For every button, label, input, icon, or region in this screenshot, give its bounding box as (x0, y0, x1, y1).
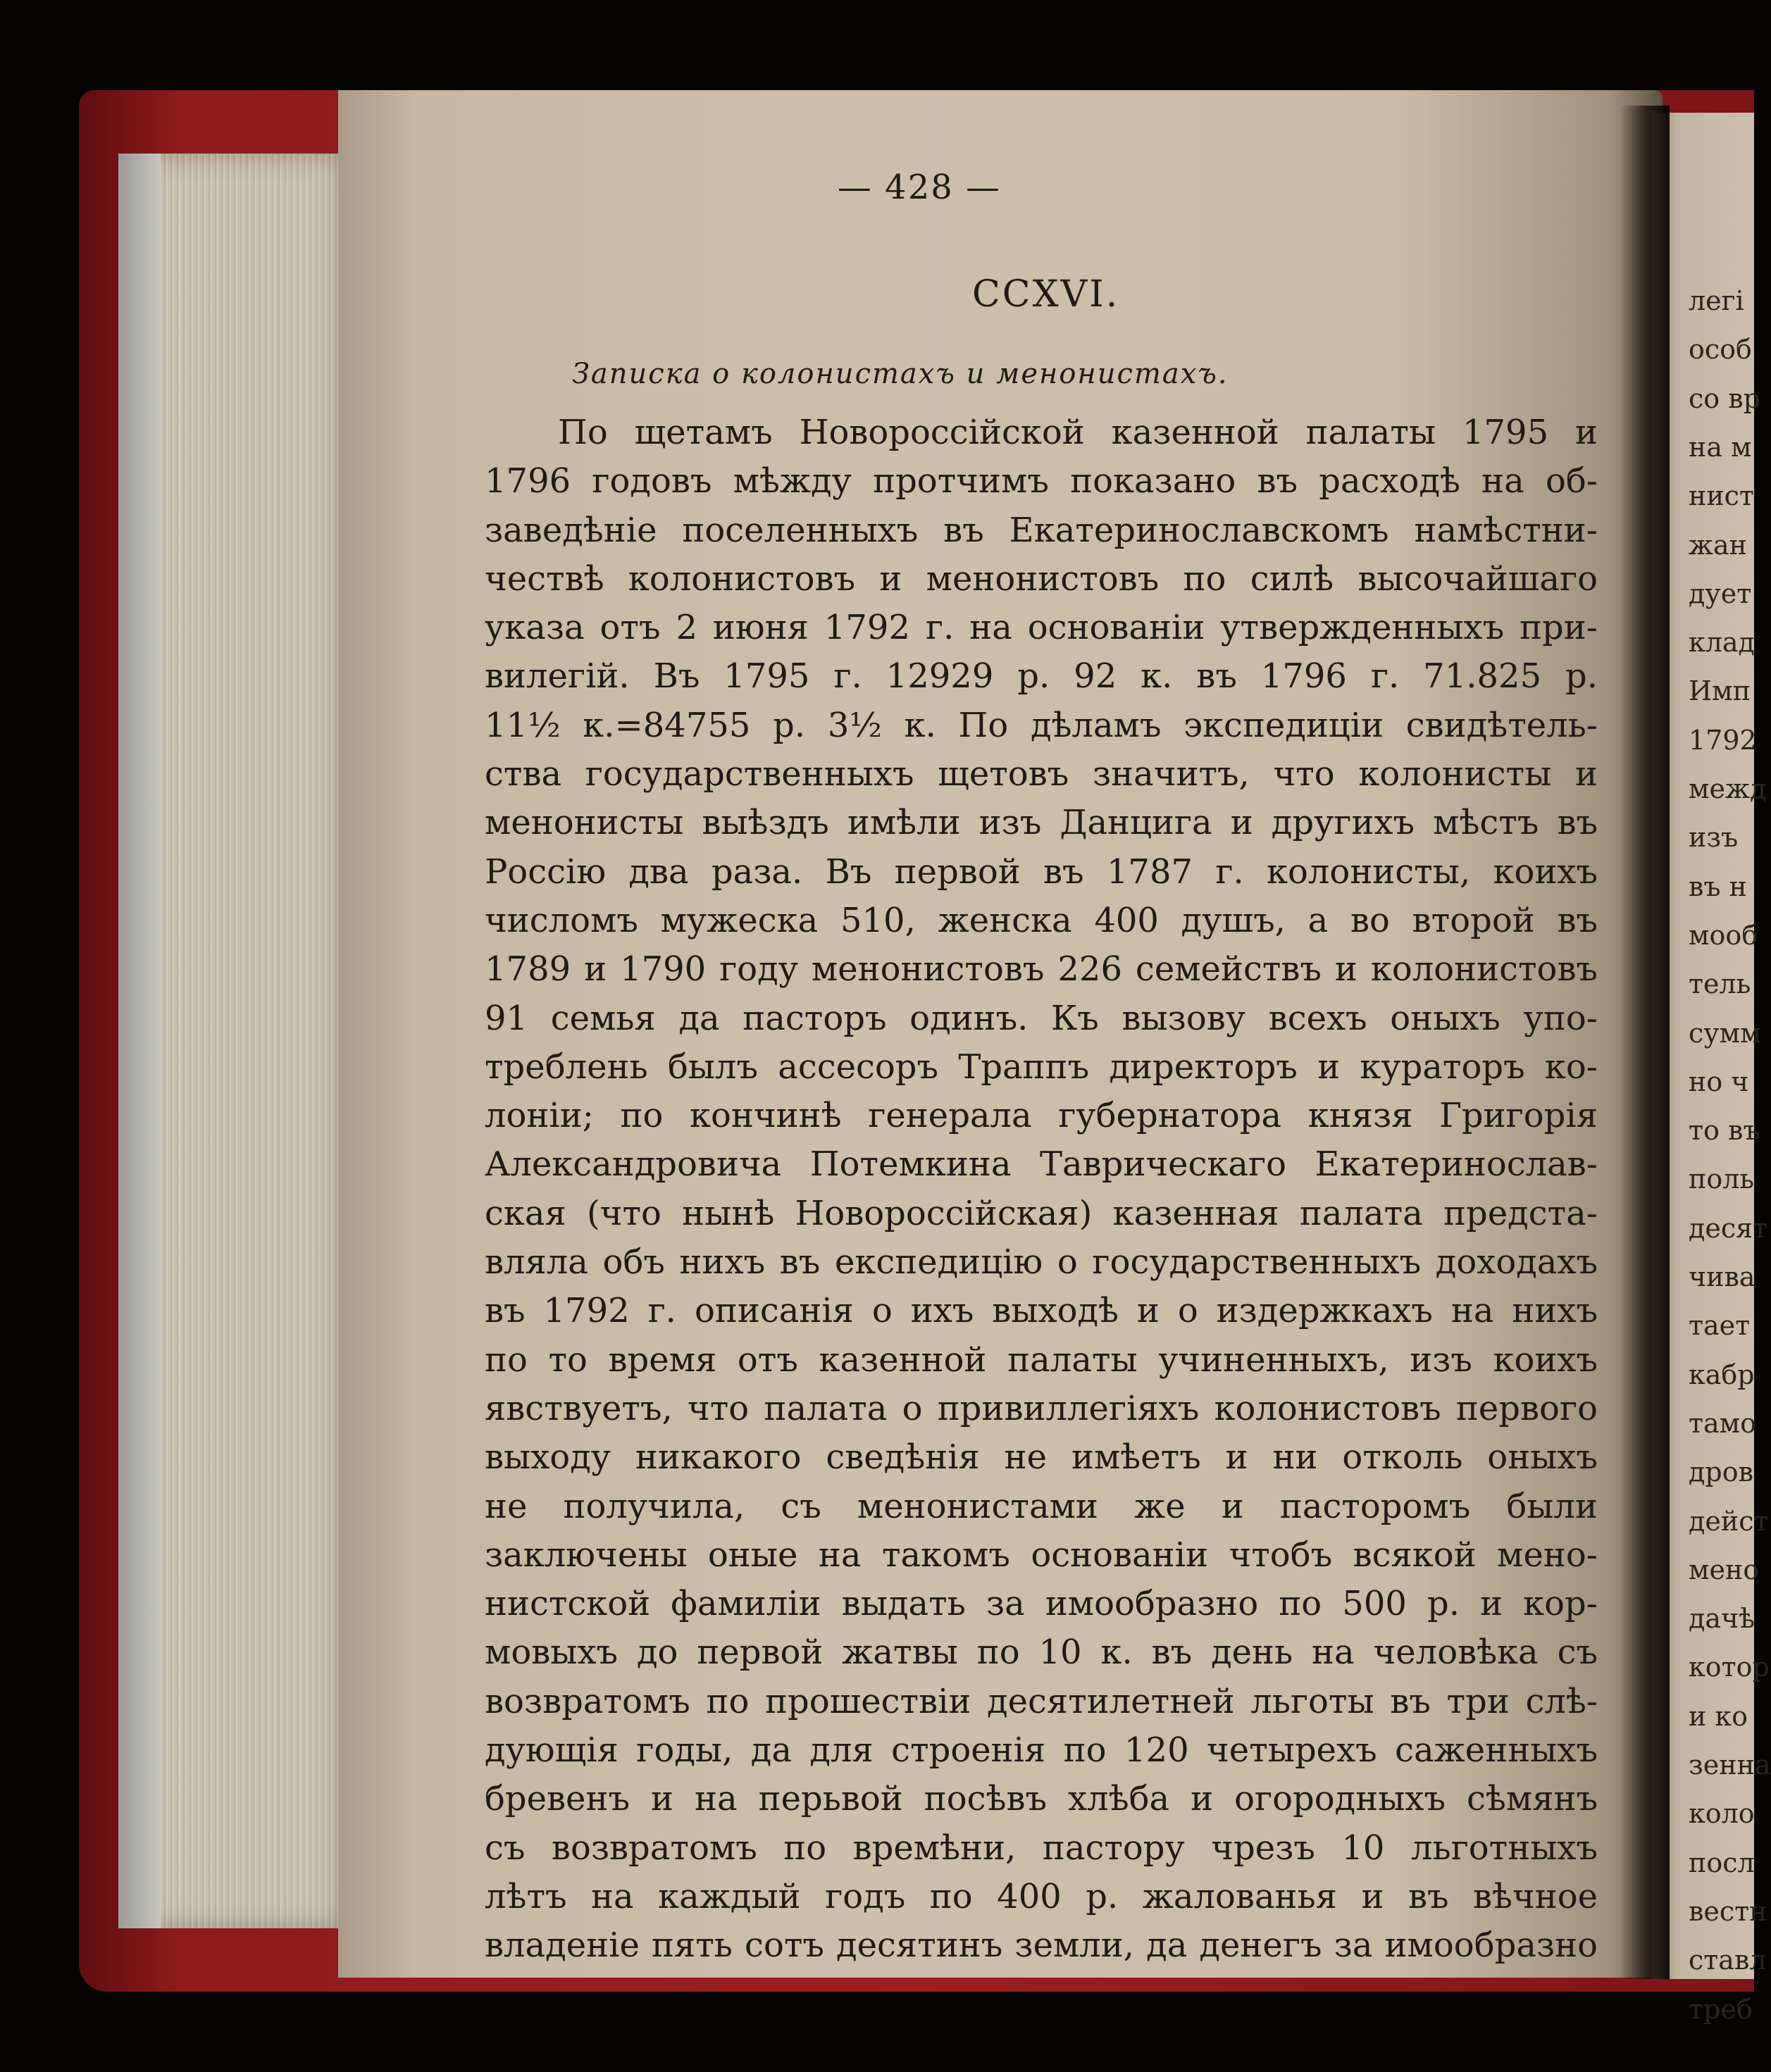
text-line: ства государственныхъ щетовъ значитъ, что колонисты и (485, 754, 1598, 794)
facing-page-fragment: клад (1689, 627, 1755, 659)
facing-page-fragment: жан (1689, 529, 1747, 561)
facing-page-fragment: десят (1689, 1212, 1768, 1244)
facing-page-fragment: дров (1689, 1456, 1753, 1488)
facing-page-fragment: дачѣ (1689, 1603, 1756, 1635)
facing-page-fragment: дует (1689, 578, 1752, 609)
text-line: въ 1792 г. описанiя о ихъ выходѣ и о издержкахъ на нихъ (485, 1291, 1598, 1331)
text-line: возвратомъ по прошествiи десятилетней льготы въ три слѣ- (485, 1681, 1598, 1721)
text-line: лонiи; по кончинѣ генерала губернатора князя Григорiя (485, 1096, 1598, 1136)
text-line: ская (что нынѣ Новороссiйская) казенная палата предста- (485, 1193, 1598, 1233)
facing-page-fragment: тель (1689, 968, 1751, 1000)
facing-page-fragment: тает (1689, 1310, 1751, 1342)
text-line: бревенъ и на перьвой посѣвъ хлѣба и огородныхъ сѣмянъ (485, 1779, 1598, 1819)
text-line: заведѣнiе поселенныхъ въ Екатеринославскомъ намѣстни- (485, 510, 1598, 550)
text-line: по то время отъ казенной палаты учиненныхъ, изъ коихъ (485, 1340, 1598, 1380)
facing-page-fragment: легі (1689, 285, 1744, 316)
facing-page-fragment: зенна (1689, 1749, 1771, 1780)
facing-page-fragment: со вр (1689, 382, 1760, 414)
text-line: По щетамъ Новороссiйской казенной палаты 1795 и (558, 413, 1598, 452)
facing-page-fragment: сумм (1689, 1017, 1761, 1049)
text-line: 1796 годовъ мѣжду протчимъ показано въ расходѣ на об- (485, 461, 1598, 501)
text-line: владенiе пять сотъ десятинъ земли, да денегъ за имообразно (485, 1926, 1598, 1966)
facing-page-fragment: то въ (1689, 1115, 1760, 1147)
page-edges (118, 154, 358, 1928)
facing-page-fragment: межд (1689, 773, 1767, 804)
facing-page-fragment: нист (1689, 480, 1754, 512)
facing-page-fragment: вестн (1689, 1895, 1767, 1927)
text-line: заключены оные на такомъ основанiи чтобъ всякой мено- (485, 1535, 1598, 1575)
body-text (485, 408, 1598, 1971)
facing-page-fragment: коло (1689, 1798, 1755, 1830)
facing-page-fragment: и ко (1689, 1700, 1748, 1732)
text-line: выходу никакого сведѣнiя не имѣетъ и ни отколь оныхъ (485, 1437, 1598, 1478)
page-number: — 428 — (837, 168, 1002, 207)
text-line: менонисты выѣздъ имѣли изъ Данцига и другихъ мѣстъ въ (485, 803, 1598, 843)
facing-page-fragment: дейст (1689, 1505, 1769, 1537)
facing-page-fragment: въ н (1689, 870, 1747, 902)
text-line: 11½ к.=84755 р. 3½ к. По дѣламъ экспедицiи свидѣтель- (485, 705, 1598, 745)
text-line: чествѣ колонистовъ и менонистовъ по силѣ высочайшаго (485, 558, 1598, 599)
section-number: CCXVI. (972, 273, 1120, 316)
facing-page-fragment: 1792 (1689, 724, 1757, 756)
section-title: Записка о колонистахъ и менонистахъ. (572, 358, 1229, 390)
facing-page-fragment: мооб (1689, 919, 1758, 951)
facing-page-fragment: на м (1689, 431, 1752, 463)
facing-page-fragment: треб (1689, 1993, 1753, 2025)
text-line: указа отъ 2 июня 1792 г. на основанiи утвержденныхъ при- (485, 608, 1598, 648)
facing-page-fragment: Имп (1689, 675, 1751, 707)
text-line: вилегiй. Въ 1795 г. 12929 р. 92 к. въ 1796 г. 71.825 р. (485, 656, 1598, 697)
text-line: 1789 и 1790 году менонистовъ 226 семействъ и колонистовъ (485, 949, 1598, 990)
facing-page-fragment: чива (1689, 1261, 1756, 1292)
text-line: мовыхъ до первой жатвы по 10 к. въ день на человѣка съ (485, 1633, 1598, 1673)
facing-page-fragment: изъ (1689, 822, 1739, 854)
text-line: треблень былъ ассесоръ Траппъ директоръ и кураторъ ко- (485, 1047, 1598, 1087)
text-line: лѣтъ на каждый годъ по 400 р. жалованья и въ вѣчное (485, 1876, 1598, 1916)
facing-page-fragment: кабр (1689, 1359, 1755, 1390)
text-line: вляла объ нихъ въ експедицiю о государственныхъ доходахъ (485, 1242, 1598, 1282)
facing-page-fragment: но ч (1689, 1066, 1749, 1097)
text-line: дующiя годы, да для строенiя по 120 четырехъ саженныхъ (485, 1730, 1598, 1771)
facing-page-fragment: поль (1689, 1163, 1755, 1195)
text-line: 91 семья да пасторъ одинъ. Къ вызову всехъ оныхъ упо- (485, 998, 1598, 1038)
text-line: нистской фамилiи выдать за имообразно по 500 р. и кор- (485, 1584, 1598, 1624)
text-line: явствуетъ, что палата о привиллегiяхъ колонистовъ первого (485, 1388, 1598, 1428)
text-line: Александровича Потемкина Таврическаго Екатеринослав- (485, 1144, 1598, 1185)
facing-page-fragment: особ (1689, 334, 1752, 366)
text-line: съ возвратомъ по времѣни, пастору чрезъ 10 льготныхъ (485, 1828, 1598, 1868)
facing-page-fragment: посл (1689, 1847, 1755, 1878)
text-line: не получила, съ менонистами же и пасторомъ были (485, 1486, 1598, 1526)
text-line: Россiю два раза. Въ первой въ 1787 г. колонисты, коихъ (485, 851, 1598, 892)
book-gutter (1620, 106, 1670, 1979)
facing-page-fragment: ставл (1689, 1945, 1767, 1976)
facing-page-fragment: мено (1689, 1554, 1760, 1585)
text-line: числомъ мужеска 510, женска 400 душъ, а во второй въ (485, 900, 1598, 940)
facing-page-fragment: котор (1689, 1652, 1770, 1683)
facing-page-fragment: тамо (1689, 1407, 1757, 1439)
